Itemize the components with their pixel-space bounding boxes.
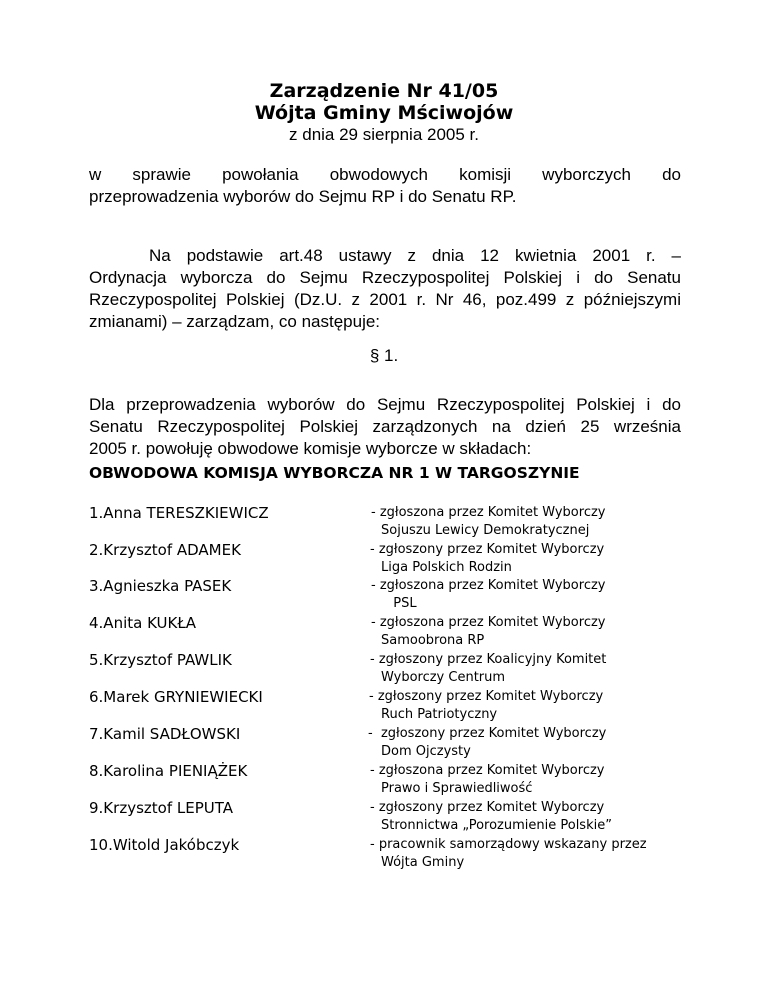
affiliation-line: - zgłoszony przez Komitet Wyborczy [369, 689, 604, 704]
member-name: 1.Anna TERESZKIEWICZ [89, 504, 269, 522]
member-affiliation [371, 577, 606, 613]
member-affiliation [369, 688, 603, 724]
affiliation-line: Wójta Gminy [381, 855, 465, 870]
member-affiliation [370, 799, 612, 835]
member-name: 7.Kamil SADŁOWSKI [89, 725, 241, 743]
member-affiliation [368, 725, 606, 761]
intro-line: 2005 r. powołuję obwodowe komisje wyborcze w składach: [89, 439, 532, 458]
affiliation-line: - zgłoszony przez Koalicyjny Komitet [370, 652, 607, 667]
subject-line: przeprowadzenia wyborów do Sejmu RP i do Senatu RP. [89, 187, 517, 206]
subject-line: w sprawie powołania obwodowych komisji wyborczych do [89, 165, 681, 184]
basis-line: zmianami) – zarządzam, co następuje: [89, 312, 381, 331]
document-issuer: Wójta Gminy Mściwojów [254, 102, 514, 124]
affiliation-line: - zgłoszona przez Komitet Wyborczy [371, 505, 606, 520]
affiliation-line: Liga Polskich Rodzin [381, 560, 512, 575]
member-name: 4.Anita KUKŁA [89, 614, 197, 632]
affiliation-line: - zgłoszony przez Komitet Wyborczy [368, 726, 607, 741]
member-affiliation [370, 541, 604, 577]
affiliation-line: Sojuszu Lewicy Demokratycznej [381, 523, 590, 538]
member-name: 6.Marek GRYNIEWIECKI [89, 688, 263, 706]
member-affiliation [370, 836, 647, 872]
intro-paragraph [89, 394, 681, 460]
affiliation-line: - zgłoszona przez Komitet Wyborczy [370, 763, 605, 778]
affiliation-line: Samoobrona RP [381, 633, 485, 648]
affiliation-line: Dom Ojczysty [381, 744, 471, 759]
affiliation-line: PSL [385, 596, 417, 611]
member-affiliation [371, 504, 606, 540]
document-date: z dnia 29 sierpnia 2005 r. [289, 125, 479, 144]
affiliation-line: - zgłoszona przez Komitet Wyborczy [371, 615, 606, 630]
member-affiliation [371, 614, 606, 650]
legal-basis-paragraph [89, 245, 681, 333]
member-name: 10.Witold Jakóbczyk [89, 836, 240, 854]
intro-line: Dla przeprowadzenia wyborów do Sejmu Rzeczypospolitej Polskiej i do [89, 395, 681, 414]
member-affiliation [370, 762, 605, 798]
basis-line: Na podstawie art.48 ustawy z dnia 12 kwietnia 2001 r. – [149, 246, 681, 265]
affiliation-line: - zgłoszony przez Komitet Wyborczy [370, 542, 605, 557]
affiliation-line: Stronnictwa „Porozumienie Polskie” [381, 818, 612, 833]
affiliation-line: - zgłoszony przez Komitet Wyborczy [370, 800, 605, 815]
member-affiliation [370, 651, 606, 687]
affiliation-line: Prawo i Sprawiedliwość [381, 781, 533, 796]
document-title: Zarządzenie Nr 41/05 [269, 80, 499, 102]
paragraph-marker: § 1. [369, 346, 399, 365]
affiliation-line: Ruch Patriotyczny [381, 707, 498, 722]
basis-line: Ordynacja wyborcza do Sejmu Rzeczypospolitej Polskiej i do Senatu [89, 268, 681, 287]
basis-line: Rzeczypospolitej Polskiej (Dz.U. z 2001 r. Nr 46, poz.499 z późniejszymi [89, 290, 681, 309]
affiliation-line: - pracownik samorządowy wskazany przez [370, 837, 647, 852]
subject-paragraph [89, 164, 681, 208]
member-name: 8.Karolina PIENIĄŻEK [89, 762, 248, 780]
affiliation-line: - zgłoszona przez Komitet Wyborczy [371, 578, 606, 593]
member-name: 9.Krzysztof LEPUTA [89, 799, 233, 817]
member-name: 5.Krzysztof PAWLIK [89, 651, 232, 669]
member-name: 2.Krzysztof ADAMEK [89, 541, 241, 559]
affiliation-line: Wyborczy Centrum [381, 670, 506, 685]
intro-line: Senatu Rzeczypospolitej Polskiej zarządzonych na dzień 25 września [89, 417, 681, 436]
commission-heading: OBWODOWA KOMISJA WYBORCZA NR 1 W TARGOSZYNIE [89, 464, 580, 482]
member-name: 3.Agnieszka PASEK [89, 577, 232, 595]
